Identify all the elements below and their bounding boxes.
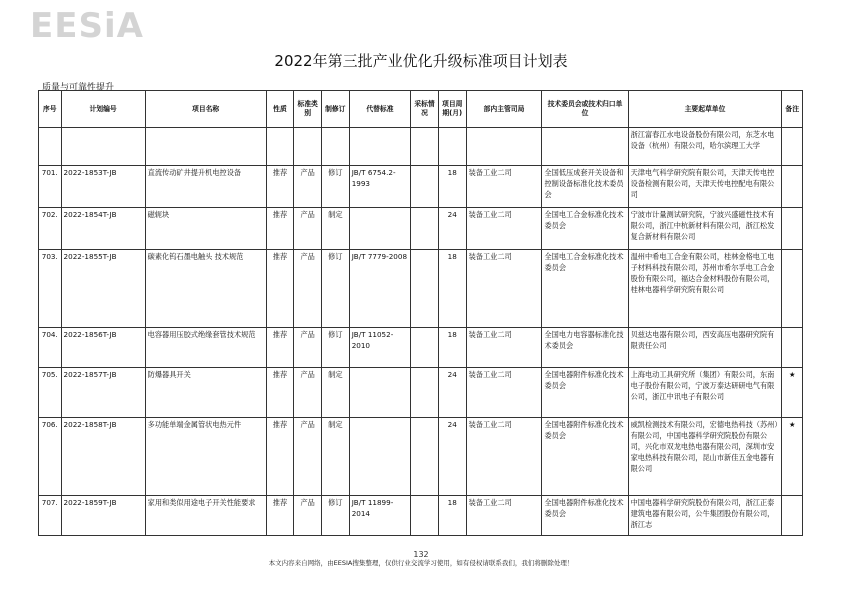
- cell-period: 24: [438, 368, 466, 418]
- cell-category: 产品: [294, 496, 322, 536]
- section-label: 质量与可靠性提升: [42, 83, 115, 93]
- cell-period: 18: [438, 328, 466, 368]
- cell-note: [782, 250, 803, 328]
- cell-no: 707.: [39, 496, 62, 536]
- cell-code: 2022-1857T-JB: [61, 368, 145, 418]
- cell-code: 2022-1855T-JB: [61, 250, 145, 328]
- cell-no: 706.: [39, 418, 62, 496]
- cell-dept: 装备工业二司: [466, 496, 542, 536]
- cell-adopt: [411, 496, 439, 536]
- column-header: 主要起草单位: [628, 91, 782, 128]
- cell-note: [782, 496, 803, 536]
- cell-replace: JB/T 11899-2014: [349, 496, 411, 536]
- cell-drafters: 天津电气科学研究院有限公司，天津天传电控设备检测有限公司，天津天传电控配电有限公司: [628, 166, 782, 208]
- table-row: [39, 250, 803, 328]
- cell-nature: 推荐: [266, 496, 294, 536]
- cell-code: 2022-1853T-JB: [61, 166, 145, 208]
- cell-replace: [349, 208, 411, 250]
- page-number: 132: [413, 550, 429, 559]
- cell-category: 产品: [294, 368, 322, 418]
- table-row: [39, 368, 803, 418]
- cell-name: 碳素化钨石墨电触头 技术规范: [145, 250, 266, 328]
- cell-nature: 推荐: [266, 166, 294, 208]
- cell-code: 2022-1859T-JB: [61, 496, 145, 536]
- cell-adopt: [411, 368, 439, 418]
- cell-no: 702.: [39, 208, 62, 250]
- cell-revise: 修订: [322, 250, 350, 328]
- cell-committee: 全国电器附件标准化技术委员会: [542, 496, 628, 536]
- cell-dept: 装备工业二司: [466, 208, 542, 250]
- table-row: [39, 418, 803, 496]
- column-header: 性质: [266, 91, 294, 128]
- cell-note: [782, 328, 803, 368]
- column-header: 技术委员会或技术归口单位: [542, 91, 628, 128]
- cell-nature: 推荐: [266, 208, 294, 250]
- cell-drafters: 温州中希电工合金有限公司，桂林金格电工电子材料科技有限公司，苏州市希尔孚电工合金股份有限公司，福达合金材料股份有限公司，桂林电器科学研究院有限公司: [628, 250, 782, 328]
- cell-nature: 推荐: [266, 368, 294, 418]
- cell-no: 703.: [39, 250, 62, 328]
- cell-note: [782, 166, 803, 208]
- cell-replace: [349, 418, 411, 496]
- cell-name: 多功能单端金属管状电热元件: [145, 418, 266, 496]
- cell-period: 18: [438, 250, 466, 328]
- cell-no: 705.: [39, 368, 62, 418]
- column-header: 部内主管司局: [466, 91, 542, 128]
- column-header: 采标情况: [411, 91, 439, 128]
- cell-period: 24: [438, 208, 466, 250]
- cell-committee: 全国电工合金标准化技术委员会: [542, 208, 628, 250]
- cell-dept: 装备工业二司: [466, 250, 542, 328]
- cell-adopt: [411, 418, 439, 496]
- cell-name: 直流传动矿井提升机电控设备: [145, 166, 266, 208]
- cell-drafters: 宁波市计量测试研究院，宁波兴盛磁性技术有限公司，浙江中杭新材料有限公司，浙江松发复合新材料有限公司: [628, 208, 782, 250]
- cell-dept: 装备工业二司: [466, 166, 542, 208]
- table-row: [39, 496, 803, 536]
- cell-drafters: 威凯检测技术有限公司，宏德电热科技（苏州）有限公司，中国电器科学研究院股份有限公司，兴化市双龙电热电器有限公司，深圳市安家电热科技有限公司，昆山市新佳五金电器有限公司: [628, 418, 782, 496]
- cell-revise: 制定: [322, 418, 350, 496]
- column-header: 项目名称: [145, 91, 266, 128]
- table-header-row: [39, 91, 803, 128]
- column-header: 制修订: [322, 91, 350, 128]
- table-row: [39, 208, 803, 250]
- cell-adopt: [411, 250, 439, 328]
- cell-code: 2022-1858T-JB: [61, 418, 145, 496]
- cell-replace: [349, 368, 411, 418]
- cell-revise: 修订: [322, 496, 350, 536]
- cell-category: 产品: [294, 418, 322, 496]
- cell-revise: 修订: [322, 166, 350, 208]
- cell-name: 防爆器具开关: [145, 368, 266, 418]
- cell-committee: 全国电工合金标准化技术委员会: [542, 250, 628, 328]
- cell-drafters: 上海电动工具研究所（集团）有限公司，东南电子股份有限公司，宁波万泰达研研电气有限公司，浙江中讯电子有限公司: [628, 368, 782, 418]
- cell-no: 704.: [39, 328, 62, 368]
- column-header: 计划编号: [61, 91, 145, 128]
- cell-note: [782, 208, 803, 250]
- table-row: [39, 328, 803, 368]
- continuation-drafters: 浙江富春江水电设备股份有限公司，东芝水电设备（杭州）有限公司，哈尔滨理工大学: [628, 128, 782, 166]
- cell-category: 产品: [294, 328, 322, 368]
- cell-period: 18: [438, 496, 466, 536]
- cell-replace: JB/T 6754.2-1993: [349, 166, 411, 208]
- cell-nature: 推荐: [266, 250, 294, 328]
- cell-code: 2022-1854T-JB: [61, 208, 145, 250]
- cell-committee: 全国低压成套开关设备和控制设备标准化技术委员会: [542, 166, 628, 208]
- cell-drafters: 中国电器科学研究院股份有限公司，浙江正泰建筑电器有限公司，公牛集团股份有限公司，浙江志: [628, 496, 782, 536]
- cell-replace: JB/T 7779-2008: [349, 250, 411, 328]
- cell-code: 2022-1856T-JB: [61, 328, 145, 368]
- column-header: 备注: [782, 91, 803, 128]
- cell-committee: 全国电器附件标准化技术委员会: [542, 368, 628, 418]
- cell-dept: 装备工业二司: [466, 368, 542, 418]
- cell-no: 701.: [39, 166, 62, 208]
- cell-category: 产品: [294, 250, 322, 328]
- cell-drafters: 贝兹达电器有限公司，西安高压电器研究院有限责任公司: [628, 328, 782, 368]
- cell-note: ★: [782, 368, 803, 418]
- cell-period: 18: [438, 166, 466, 208]
- cell-nature: 推荐: [266, 328, 294, 368]
- cell-name: 家用和类似用途电子开关性能要求: [145, 496, 266, 536]
- cell-committee: 全国电力电容器标准化技术委员会: [542, 328, 628, 368]
- cell-dept: 装备工业二司: [466, 328, 542, 368]
- cell-adopt: [411, 328, 439, 368]
- cell-name: 电容器用压胶式绝缘套管技术规范: [145, 328, 266, 368]
- footer-note: 本文内容来自网络，由EESIA搜集整理，仅供行业交流学习使用，如有侵权请联系我们，我们将删除处理！: [268, 559, 574, 567]
- cell-dept: 装备工业二司: [466, 418, 542, 496]
- cell-adopt: [411, 166, 439, 208]
- column-header: 代替标准: [349, 91, 411, 128]
- continuation-row: [39, 128, 803, 166]
- cell-revise: 制定: [322, 368, 350, 418]
- document-title: 2022年第三批产业优化升级标准项目计划表: [274, 52, 568, 70]
- cell-note: ★: [782, 418, 803, 496]
- column-header: 标准类别: [294, 91, 322, 128]
- cell-adopt: [411, 208, 439, 250]
- cell-replace: JB/T 11052-2010: [349, 328, 411, 368]
- cell-name: 磁轭块: [145, 208, 266, 250]
- cell-category: 产品: [294, 208, 322, 250]
- cell-category: 产品: [294, 166, 322, 208]
- cell-revise: 制定: [322, 208, 350, 250]
- column-header: 序号: [39, 91, 62, 128]
- logo: EESiA: [30, 6, 144, 46]
- cell-revise: 修订: [322, 328, 350, 368]
- cell-committee: 全国电器附件标准化技术委员会: [542, 418, 628, 496]
- cell-period: 24: [438, 418, 466, 496]
- cell-nature: 推荐: [266, 418, 294, 496]
- plan-table: [38, 90, 803, 536]
- column-header: 项目周期(月): [438, 91, 466, 128]
- table-row: [39, 166, 803, 208]
